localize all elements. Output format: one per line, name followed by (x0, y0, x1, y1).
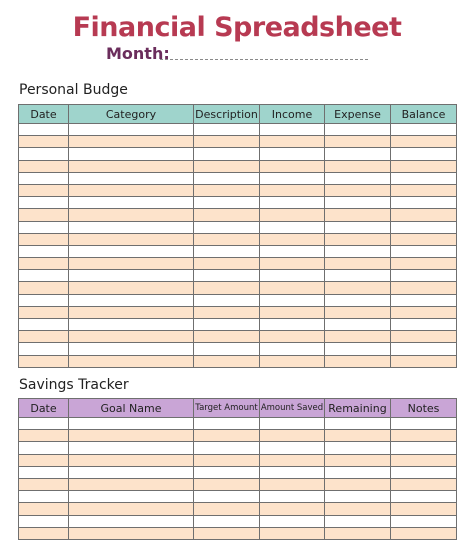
savings-table-cell[interactable] (391, 478, 457, 490)
savings-table-cell[interactable] (391, 418, 457, 430)
budget-table-cell[interactable] (391, 124, 457, 136)
savings-col-target-amount: Target Amount (194, 399, 260, 418)
savings-table-cell[interactable] (19, 491, 69, 503)
budget-table-cell[interactable] (19, 160, 69, 172)
budget-table-cell[interactable] (325, 233, 391, 245)
budget-header-row (19, 105, 457, 124)
savings-table-cell[interactable] (325, 491, 391, 503)
savings-col-amount-saved: Amount Saved (260, 399, 325, 418)
savings-table-cell[interactable] (194, 527, 260, 539)
savings-table-cell[interactable] (391, 466, 457, 478)
savings-table-cell[interactable] (19, 515, 69, 527)
budget-table-cell[interactable] (69, 233, 194, 245)
savings-table-row (19, 478, 457, 490)
budget-table-cell[interactable] (260, 331, 325, 343)
budget-table-cell[interactable] (325, 306, 391, 318)
budget-table-cell[interactable] (19, 282, 69, 294)
budget-table-cell[interactable] (194, 136, 260, 148)
budget-table-cell[interactable] (325, 270, 391, 282)
budget-table-cell[interactable] (69, 258, 194, 270)
savings-table-cell[interactable] (260, 454, 325, 466)
budget-table-cell[interactable] (69, 306, 194, 318)
budget-table-cell[interactable] (325, 160, 391, 172)
budget-table-cell[interactable] (19, 306, 69, 318)
savings-table-cell[interactable] (260, 491, 325, 503)
savings-table (18, 398, 457, 540)
budget-table-cell[interactable] (194, 197, 260, 209)
budget-table-cell[interactable] (260, 294, 325, 306)
budget-table-cell[interactable] (325, 343, 391, 355)
budget-table-cell[interactable] (194, 355, 260, 367)
budget-table-cell[interactable] (260, 306, 325, 318)
savings-table-row (19, 430, 457, 442)
budget-table-cell[interactable] (69, 197, 194, 209)
savings-table-cell[interactable] (69, 503, 194, 515)
savings-table-cell[interactable] (391, 430, 457, 442)
savings-table-cell[interactable] (194, 454, 260, 466)
budget-table-row (19, 209, 457, 221)
savings-table-cell[interactable] (260, 527, 325, 539)
budget-table-cell[interactable] (391, 160, 457, 172)
budget-table-row (19, 160, 457, 172)
budget-table-cell[interactable] (19, 319, 69, 331)
budget-table-row (19, 233, 457, 245)
budget-table-cell[interactable] (260, 148, 325, 160)
savings-table-cell[interactable] (325, 418, 391, 430)
budget-table-cell[interactable] (19, 197, 69, 209)
budget-table-cell[interactable] (391, 245, 457, 257)
savings-table-cell[interactable] (391, 491, 457, 503)
savings-table-cell[interactable] (69, 491, 194, 503)
budget-table-cell[interactable] (19, 343, 69, 355)
budget-table-cell[interactable] (194, 294, 260, 306)
budget-table-cell[interactable] (19, 355, 69, 367)
budget-table-cell[interactable] (391, 197, 457, 209)
budget-table-cell[interactable] (194, 221, 260, 233)
budget-table-row (19, 221, 457, 233)
budget-table-cell[interactable] (391, 355, 457, 367)
budget-table-cell[interactable] (69, 245, 194, 257)
budget-table-body (19, 124, 457, 368)
budget-col-category: Category (69, 105, 194, 124)
savings-col-goal-name: Goal Name (69, 399, 194, 418)
budget-table-cell[interactable] (19, 245, 69, 257)
page-title: Financial Spreadsheet (72, 12, 402, 43)
budget-table-row (19, 282, 457, 294)
savings-table-cell[interactable] (260, 442, 325, 454)
month-input-line[interactable] (160, 59, 368, 60)
savings-table-cell[interactable] (19, 527, 69, 539)
budget-table-cell[interactable] (325, 136, 391, 148)
budget-table-cell[interactable] (391, 258, 457, 270)
budget-table-cell[interactable] (391, 184, 457, 196)
savings-table-row (19, 466, 457, 478)
budget-table-cell[interactable] (260, 258, 325, 270)
savings-table-cell[interactable] (194, 503, 260, 515)
budget-table-row (19, 343, 457, 355)
budget-table-cell[interactable] (260, 197, 325, 209)
budget-table-row (19, 306, 457, 318)
budget-table-cell[interactable] (194, 245, 260, 257)
budget-table-cell[interactable] (19, 258, 69, 270)
budget-col-date: Date (19, 105, 69, 124)
savings-table-cell[interactable] (19, 503, 69, 515)
budget-table-cell[interactable] (194, 331, 260, 343)
budget-table-cell[interactable] (325, 124, 391, 136)
budget-table-cell[interactable] (19, 148, 69, 160)
budget-col-description: Description (194, 105, 260, 124)
budget-table-cell[interactable] (391, 209, 457, 221)
budget-table-cell[interactable] (260, 270, 325, 282)
budget-table-cell[interactable] (19, 221, 69, 233)
budget-table-cell[interactable] (391, 136, 457, 148)
budget-table-row (19, 270, 457, 282)
savings-table-cell[interactable] (194, 466, 260, 478)
budget-table-row (19, 258, 457, 270)
budget-table-row (19, 124, 457, 136)
savings-table-cell[interactable] (260, 418, 325, 430)
savings-table-cell[interactable] (69, 466, 194, 478)
budget-table-cell[interactable] (391, 306, 457, 318)
budget-table-cell[interactable] (325, 184, 391, 196)
savings-table-cell[interactable] (325, 478, 391, 490)
savings-table-cell[interactable] (69, 418, 194, 430)
savings-table-cell[interactable] (69, 430, 194, 442)
savings-table-cell[interactable] (19, 430, 69, 442)
budget-table-cell[interactable] (260, 233, 325, 245)
budget-table-cell[interactable] (391, 319, 457, 331)
budget-table-cell[interactable] (69, 355, 194, 367)
budget-table-row (19, 245, 457, 257)
budget-table-cell[interactable] (325, 355, 391, 367)
budget-section-title: Personal Budge (19, 82, 128, 98)
budget-table-cell[interactable] (69, 270, 194, 282)
savings-table-cell[interactable] (325, 442, 391, 454)
budget-table-row (19, 294, 457, 306)
budget-table-cell[interactable] (325, 209, 391, 221)
budget-table-cell[interactable] (260, 282, 325, 294)
savings-table-cell[interactable] (194, 430, 260, 442)
budget-table-row (19, 136, 457, 148)
budget-table-cell[interactable] (325, 282, 391, 294)
budget-table-cell[interactable] (194, 148, 260, 160)
savings-table-cell[interactable] (19, 478, 69, 490)
month-label: Month: (106, 44, 170, 63)
budget-table-cell[interactable] (194, 233, 260, 245)
budget-table-cell[interactable] (391, 331, 457, 343)
savings-table-cell[interactable] (325, 527, 391, 539)
budget-table-row (19, 172, 457, 184)
budget-table-cell[interactable] (325, 331, 391, 343)
savings-table-row (19, 442, 457, 454)
budget-table-cell[interactable] (194, 184, 260, 196)
budget-table-cell[interactable] (69, 136, 194, 148)
savings-table-cell[interactable] (69, 527, 194, 539)
budget-table-cell[interactable] (325, 245, 391, 257)
budget-table-cell[interactable] (19, 294, 69, 306)
savings-table-cell[interactable] (194, 478, 260, 490)
budget-table-cell[interactable] (391, 282, 457, 294)
savings-table-cell[interactable] (325, 454, 391, 466)
budget-table-row (19, 197, 457, 209)
budget-table-cell[interactable] (194, 124, 260, 136)
budget-table-cell[interactable] (325, 148, 391, 160)
budget-table-cell[interactable] (391, 294, 457, 306)
savings-table-row (19, 491, 457, 503)
budget-table-cell[interactable] (69, 221, 194, 233)
budget-table-cell[interactable] (260, 221, 325, 233)
budget-table-cell[interactable] (325, 258, 391, 270)
budget-table-cell[interactable] (19, 124, 69, 136)
budget-table-cell[interactable] (19, 136, 69, 148)
savings-table-cell[interactable] (19, 454, 69, 466)
budget-table-cell[interactable] (194, 282, 260, 294)
budget-table-row (19, 148, 457, 160)
budget-table-cell[interactable] (391, 343, 457, 355)
budget-table-cell[interactable] (69, 184, 194, 196)
budget-table-cell[interactable] (194, 258, 260, 270)
budget-table-cell[interactable] (69, 343, 194, 355)
savings-table-cell[interactable] (19, 418, 69, 430)
savings-table-cell[interactable] (391, 503, 457, 515)
savings-table-cell[interactable] (19, 442, 69, 454)
savings-table-row (19, 515, 457, 527)
budget-col-income: Income (260, 105, 325, 124)
budget-table-cell[interactable] (260, 184, 325, 196)
budget-table-cell[interactable] (19, 209, 69, 221)
savings-table-cell[interactable] (325, 430, 391, 442)
savings-table-body (19, 418, 457, 540)
budget-table-cell[interactable] (260, 172, 325, 184)
savings-col-remaining: Remaining (325, 399, 391, 418)
budget-table-cell[interactable] (194, 319, 260, 331)
savings-table-cell[interactable] (260, 515, 325, 527)
budget-table-cell[interactable] (260, 245, 325, 257)
savings-col-notes: Notes (391, 399, 457, 418)
budget-table-cell[interactable] (194, 343, 260, 355)
savings-header-row (19, 399, 457, 418)
budget-table-cell[interactable] (19, 270, 69, 282)
savings-table-cell[interactable] (194, 418, 260, 430)
budget-table-cell[interactable] (19, 172, 69, 184)
budget-table-cell[interactable] (391, 172, 457, 184)
savings-table-cell[interactable] (69, 478, 194, 490)
savings-table-cell[interactable] (69, 515, 194, 527)
savings-table-cell[interactable] (325, 503, 391, 515)
savings-table-cell[interactable] (325, 515, 391, 527)
savings-table-cell[interactable] (260, 430, 325, 442)
budget-table-cell[interactable] (69, 172, 194, 184)
budget-table-cell[interactable] (325, 319, 391, 331)
budget-table-cell[interactable] (260, 343, 325, 355)
savings-table-cell[interactable] (194, 491, 260, 503)
budget-table-cell[interactable] (69, 124, 194, 136)
budget-table-cell[interactable] (69, 282, 194, 294)
budget-table-cell[interactable] (69, 160, 194, 172)
savings-table-cell[interactable] (391, 515, 457, 527)
savings-table-cell[interactable] (391, 527, 457, 539)
budget-table-cell[interactable] (260, 355, 325, 367)
savings-table-cell[interactable] (69, 454, 194, 466)
savings-table-cell[interactable] (260, 478, 325, 490)
savings-table-cell[interactable] (69, 442, 194, 454)
budget-table-cell[interactable] (194, 209, 260, 221)
budget-table-cell[interactable] (391, 221, 457, 233)
savings-table-cell[interactable] (194, 515, 260, 527)
budget-table-cell[interactable] (194, 270, 260, 282)
savings-table-cell[interactable] (260, 466, 325, 478)
budget-table-row (19, 319, 457, 331)
savings-table-cell[interactable] (19, 466, 69, 478)
savings-table-cell[interactable] (194, 442, 260, 454)
budget-table-cell[interactable] (19, 233, 69, 245)
budget-table-row (19, 355, 457, 367)
savings-table-row (19, 527, 457, 539)
budget-table-cell[interactable] (69, 209, 194, 221)
budget-table-cell[interactable] (19, 331, 69, 343)
savings-table-row (19, 454, 457, 466)
savings-table-cell[interactable] (260, 503, 325, 515)
budget-table-cell[interactable] (260, 209, 325, 221)
savings-table-row (19, 418, 457, 430)
budget-table-cell[interactable] (391, 148, 457, 160)
budget-table-cell[interactable] (260, 136, 325, 148)
budget-table-cell[interactable] (194, 306, 260, 318)
budget-table-cell[interactable] (69, 331, 194, 343)
savings-section-title: Savings Tracker (19, 377, 129, 393)
budget-table-cell[interactable] (391, 270, 457, 282)
savings-table-row (19, 503, 457, 515)
savings-table-cell[interactable] (325, 466, 391, 478)
budget-table-cell[interactable] (69, 148, 194, 160)
budget-col-balance: Balance (391, 105, 457, 124)
budget-table-cell[interactable] (325, 221, 391, 233)
budget-table-cell[interactable] (69, 294, 194, 306)
budget-table-row (19, 331, 457, 343)
budget-table-row (19, 184, 457, 196)
budget-table-cell[interactable] (260, 124, 325, 136)
budget-table-cell[interactable] (391, 233, 457, 245)
budget-col-expense: Expense (325, 105, 391, 124)
savings-table-cell[interactable] (391, 442, 457, 454)
budget-table (18, 104, 457, 368)
budget-table-cell[interactable] (260, 319, 325, 331)
budget-table-cell[interactable] (194, 172, 260, 184)
savings-col-date: Date (19, 399, 69, 418)
budget-table-cell[interactable] (325, 172, 391, 184)
savings-table-cell[interactable] (391, 454, 457, 466)
budget-table-cell[interactable] (69, 319, 194, 331)
budget-table-cell[interactable] (325, 294, 391, 306)
budget-table-cell[interactable] (260, 160, 325, 172)
budget-table-cell[interactable] (325, 197, 391, 209)
budget-table-cell[interactable] (19, 184, 69, 196)
budget-table-cell[interactable] (194, 160, 260, 172)
